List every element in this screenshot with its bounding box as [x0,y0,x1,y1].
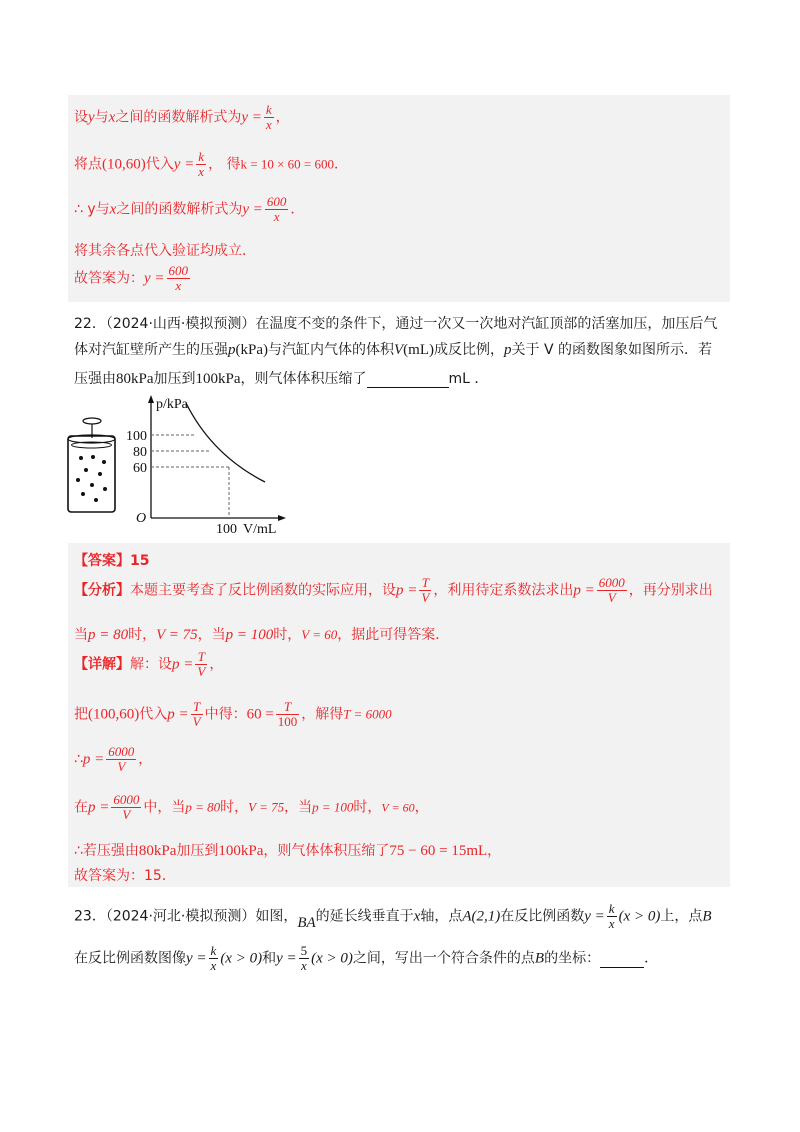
sol21-line1: 设y与x之间的函数解析式为y = $\frac{k}{x}$ ， [74,102,290,132]
fraction: $\frac{6000}{V}$ [113,792,140,822]
sol22-detail-4: 在p = $\frac{6000}{V}$ 中，当p = 80时，V = 75，当p = 100时，V = 60， [74,792,429,822]
sol21-line4: 将其余各点代入验证均成立． [74,243,256,259]
y-tick-60: 60 [133,461,147,476]
x-axis-label: V/mL [243,522,277,537]
inverse-curve [186,403,265,482]
fraction: $\frac{T}{100}$ [277,699,298,729]
fraction: $\frac{T}{V}$ [197,649,206,679]
fraction: $\frac{k}{x}$ [198,149,205,179]
q23-line1: 23．（2024·河北·模拟预测）如图，BA的延长线垂直于x轴，点A(2,1)在反比例函数y = $\frac{k}{x}$ (x > 0)上，点B [74,901,712,931]
q23-line2: 在反比例函数图像y = $\frac{k}{x}$ (x > 0)和y = $\frac{5}{x}$ (x > 0)之间，写出一个符合条件的点B的坐标： ． [74,943,659,973]
x-tick-100: 100 [216,522,237,537]
answer-blank[interactable] [367,371,449,388]
fraction: $\frac{6000}{V}$ [598,575,625,605]
answer-blank[interactable] [600,951,644,968]
sol22-analysis-1: 【分析】本题主要考查了反比例函数的实际应用，设p = $\frac{T}{V}$ ，利用待定系数法求出p = $\frac{6000}{V}$ ，再分别求出 [74,575,713,605]
y-tick-80: 80 [133,445,147,460]
pressure-volume-graph [60,390,300,540]
sol22-detail-6: 故答案为：15． [74,868,176,884]
sol21-line5: 故答案为：y = $\frac{600}{x}$ [74,263,189,293]
fraction: $\frac{6000}{V}$ [108,744,135,774]
sol22-detail-5: ∴若压强由80kPa加压到100kPa，则气体体积压缩了75 − 60 = 15mL， [74,843,502,859]
sol21-line3: ∴ y与x之间的函数解析式为y = $\frac{600}{x}$ ． [74,194,305,224]
sol22-answer: 【答案】15 [74,553,150,569]
y-axis-label: p/kPa [156,397,188,412]
q22-line1: 22．（2024·山西·模拟预测）在温度不变的条件下，通过一次又一次地对汽缸顶部的活塞加压，加压后气 [74,316,718,332]
origin-label: O [136,511,147,526]
sol21-line2: 将点(10,60)代入y = $\frac{k}{x}$ ， 得k = 10 × 60 = 600． [74,149,349,179]
fraction: $\frac{k}{x}$ [265,102,272,132]
cylinder-illustration [68,418,115,512]
fraction: $\frac{T}{V}$ [192,699,201,729]
sol22-detail-3: ∴p = $\frac{6000}{V}$ ， [74,744,153,774]
q22-line3: 压强由80kPa加压到100kPa，则气体体积压缩了 mL ． [74,371,489,387]
y-tick-100: 100 [126,429,147,444]
fraction: $\frac{600}{x}$ [266,194,287,224]
fraction: $\frac{5}{x}$ [300,943,308,973]
q22-line2: 体对汽缸壁所产生的压强p(kPa)与汽缸内气体的体积V(mL)成反比例，p关于 V 的函数图象如图所示．若 [74,342,712,358]
fraction: $\frac{k}{x}$ [608,901,615,931]
fraction: $\frac{T}{V}$ [421,575,430,605]
fraction: $\frac{k}{x}$ [210,943,217,973]
fraction: $\frac{600}{x}$ [168,263,189,293]
sol22-detail-2: 把(100,60)代入p = $\frac{T}{V}$ 中得：60 = $\frac{T}{100}$ ，解得T = 6000 [74,699,392,729]
sol22-detail-1: 【详解】解：设p = $\frac{T}{V}$ ， [74,649,224,679]
sol22-analysis-2: 当p = 80时，V = 75，当p = 100时，V = 60，据此可得答案． [74,627,450,643]
